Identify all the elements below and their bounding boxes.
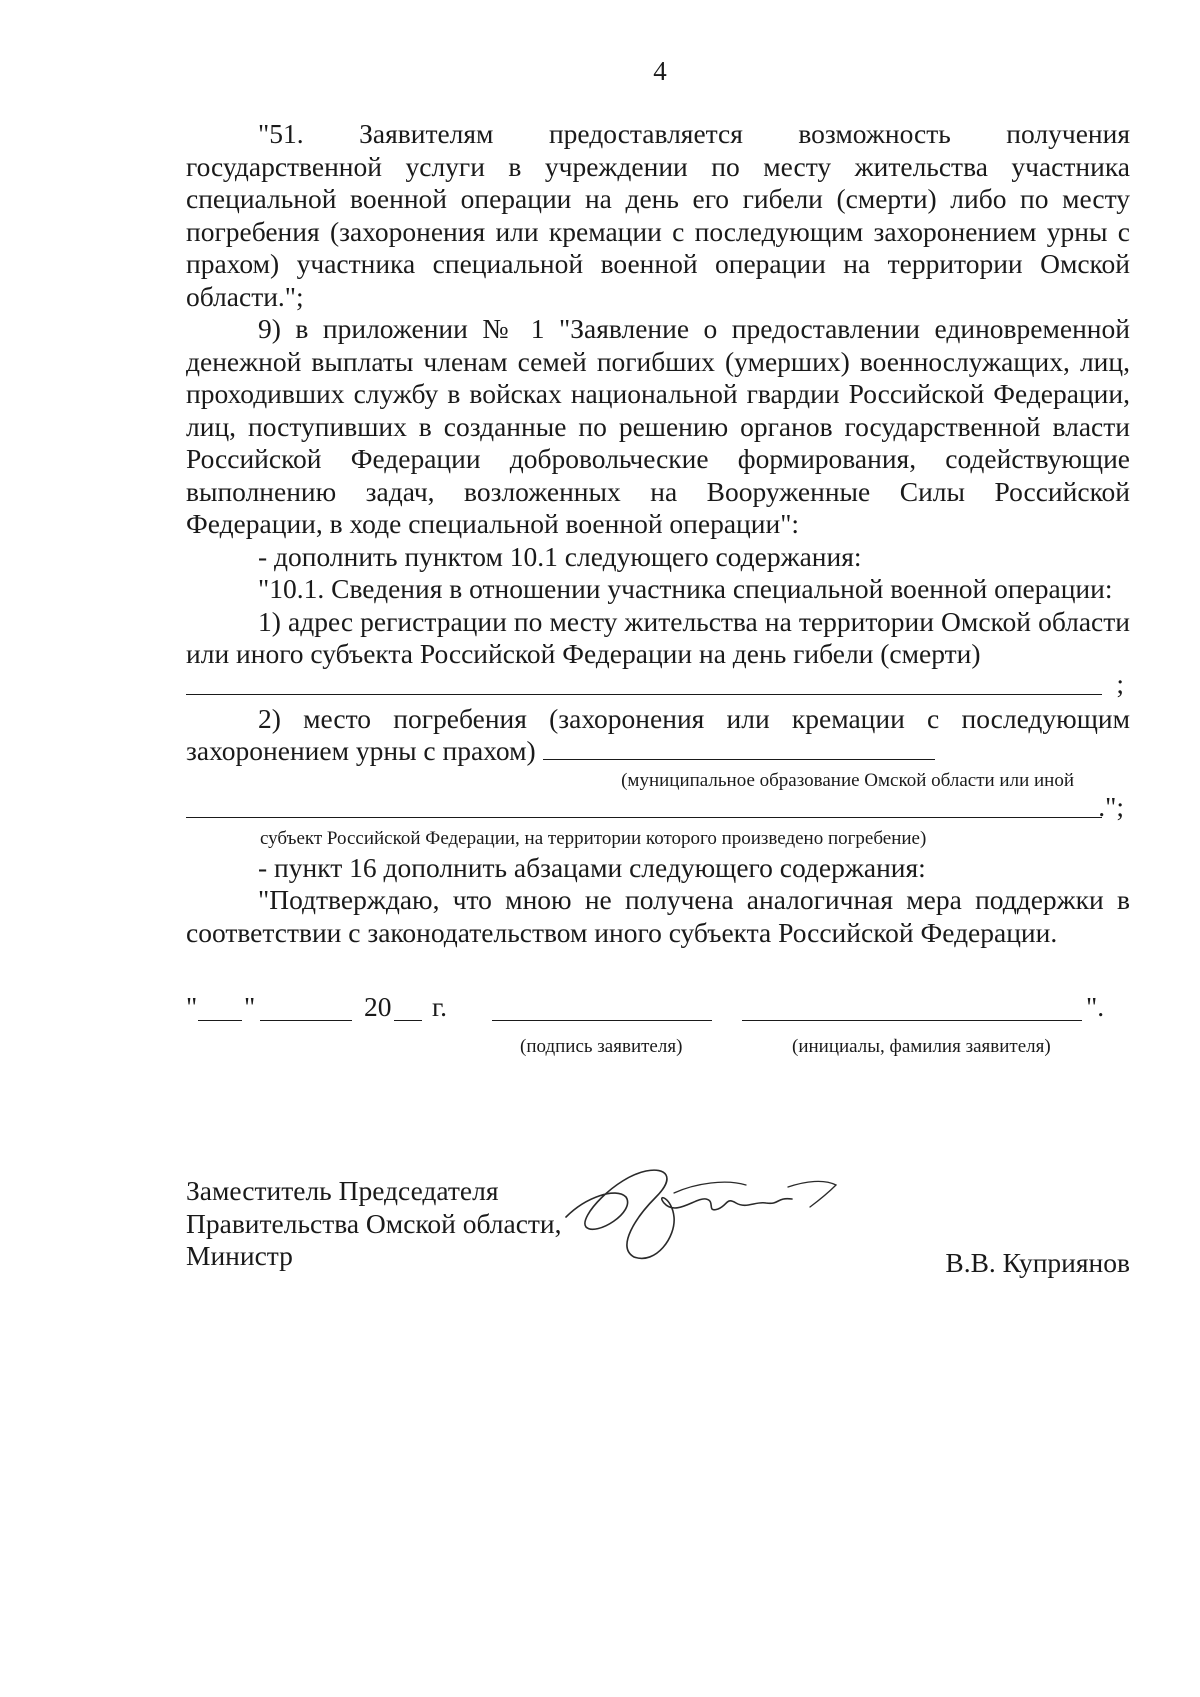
hint-applicant-name: (инициалы, фамилия заявителя) (792, 1036, 1051, 1057)
paragraph-confirm: "Подтверждаю, что мною не получена аналогичная мера поддержки в соответствии с законодательством иного субъекта Российской Федерации. (186, 884, 1130, 948)
signature-stroke (788, 1181, 836, 1207)
paragraph-10-1: "10.1. Сведения в отношении участника специальной военной операции: (258, 573, 1113, 604)
signature-blank (492, 1010, 712, 1021)
fill-rule (186, 694, 1102, 695)
paragraph-9: 9) в приложении № 1 "Заявление о предоставлении единовременной денежной выплаты членам семей погибших (умерших) военнослужащих, лиц, проходивших службу в войсках национальной гвардии Российской Федерации, лиц, поступивших в созданные по решению органов государственной власти Российской Федерации добровольческие формирования, содействующие выполнению задач, возложенных на Вооруженные Силы Российской Федерации, в ходе специальной военной операции": (186, 313, 1130, 539)
item-2-inline-rule (543, 737, 935, 760)
item-2-fill-line (186, 791, 1130, 826)
date-quote-close: " (244, 990, 256, 1022)
signatory-position-line1: Заместитель Председателя (186, 1175, 499, 1206)
paragraph-51: "51. Заявителям предоставляется возможность получения государственной услуги в учреждении по месту жительства участника специальной военной операции на день его гибели (смерти) либо по месту погребения (захоронения или кремации с последующим захоронением урны с прахом) участника специальной военной операции на территории Омской области."; (186, 118, 1130, 312)
month-blank (260, 1010, 352, 1021)
signatory-position-line3: Министр (186, 1240, 293, 1271)
signature-hints (186, 1029, 1130, 1061)
handwritten-signature (556, 1157, 856, 1277)
signature-block (186, 1175, 1130, 1278)
item-1-address: 1) адрес регистрации по месту жительства на территории Омской области или иного субъекта Российской Федерации на день гибели (смерти) (186, 605, 1130, 669)
item-2-burial-place (186, 703, 1130, 768)
date-signature-row (186, 989, 1130, 1029)
year-suffix: г. (432, 990, 448, 1022)
date-row-end: ". (1086, 990, 1105, 1022)
hint-subject: субъект Российской Федерации, на территории которого произведено погребение) (260, 827, 927, 849)
hint-applicant-signature: (подпись заявителя) (520, 1036, 683, 1057)
fill-rule (186, 817, 1102, 818)
name-blank (742, 1010, 1082, 1021)
page-number: 4 (653, 56, 667, 86)
year-prefix: 20 (364, 990, 392, 1022)
paragraph-add-16: - пункт 16 дополнить абзацами следующего содержания: (258, 851, 926, 883)
signature-stroke (566, 1170, 792, 1258)
signature-stroke (674, 1182, 746, 1193)
item-1-end: ; (1116, 668, 1124, 699)
year-blank (394, 1010, 422, 1021)
signatory-name: В.В. Куприянов (945, 1247, 1130, 1278)
hint-municipal: (муниципальное образование Омской области или иной (621, 769, 1074, 791)
item-2-end: ."; (1098, 791, 1124, 822)
item-1-fill-line (186, 668, 1130, 703)
signatory-position-line2: Правительства Омской области, (186, 1207, 562, 1239)
paragraph-add-10-1: - дополнить пунктом 10.1 следующего содержания: (258, 540, 862, 572)
day-blank (198, 1010, 242, 1021)
date-quote-open: " (186, 990, 198, 1022)
document-body (186, 118, 1130, 1061)
item-2-text: 2) место погребения (захоронения или кремации с последующим захоронением урны с прахом) (186, 702, 1130, 766)
